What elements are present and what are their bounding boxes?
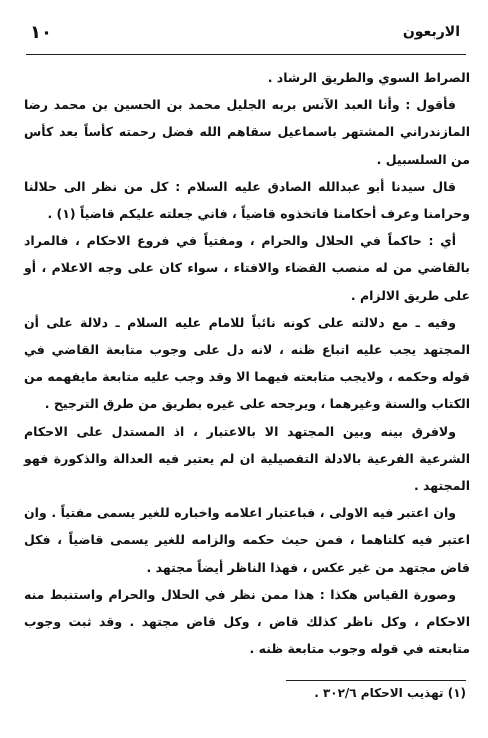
paragraph-5: وفيه ـ مع دلالته على كونه نائباً للامام عليه السلام ـ دلالة على أن المجتهد يجب عليه اتباع ظنه ، لانه دل على وجوب متابعة القاضي في قوله وحكمه ، ولايجب متابعته فيهما الا وقد وجب عليه متابعة مايفهمه من الكتاب والسنة وغيرهما ، ويرجحه على غيره بطريق من طرق الترجيح . <box>24 314 470 412</box>
footnote-divider <box>286 680 466 681</box>
paragraph-3: قال سيدنا أبو عبدالله الصادق عليه السلام : كل من نظر الى حلالنا وحرامنا وعرف أحكامنا فاتخذوه قاضياً ، فاني جعلته عليكم قاضياً (١) . <box>24 178 470 222</box>
paragraph-6: ولافرق بينه وبين المجتهد الا بالاعتبار ، اذ المستدل على الاحكام الشرعية الفرعية بالادلة التفصيلية ان لم يعتبر فيه العدالة والذكورة فهو المجتهد . <box>24 423 470 494</box>
paragraph-1: الصراط السوي والطريق الرشاد . <box>267 70 470 85</box>
paragraph-8: وصورة القياس هكذا : هذا ممن نظر في الحلال والحرام واستنبط منه الاحكام ، وكل ناظر كذلك قاض ، وكل قاض مجتهد . وقد ثبت وجوب متابعته في قوله وجوب متابعة ظنه . <box>24 586 470 657</box>
page-number: ١٠ <box>30 22 52 43</box>
paragraph-2: فأقول : وأنا العبد الآنس بربه الجليل محمد بن الحسين بن محمد رضا المازندراني المشتهر باسماعيل سقاهم الله فضل رحمته كأساً بعد كأس من السلسبيل . <box>24 97 470 167</box>
paragraph-4: أي : حاكماً في الحلال والحرام ، ومفتياً في فروع الاحكام ، فالمراد بالقاضي من له منصب القضاء والافتاء ، سواء كان على وجه الاعلام ، أو على طريق الالزام . <box>24 233 470 303</box>
paragraph-7: وان اعتبر فيه الاولى ، فباعتبار اعلامه واخباره للغير يسمى مفتياً . وان اعتبر فيه كلتاهما ، فمن حيث حكمه والزامه للغير يسمى قاضياً ، فكل قاض مجتهد من غير عكس ، فهذا الناظر أيضاً مجتهد . <box>24 505 470 575</box>
page-header <box>26 20 466 55</box>
footnote: (١) تهذيب الاحكام ٣٠٢/٦ . <box>314 686 466 700</box>
body-text <box>24 64 470 662</box>
running-title: الاربعون <box>402 24 460 40</box>
